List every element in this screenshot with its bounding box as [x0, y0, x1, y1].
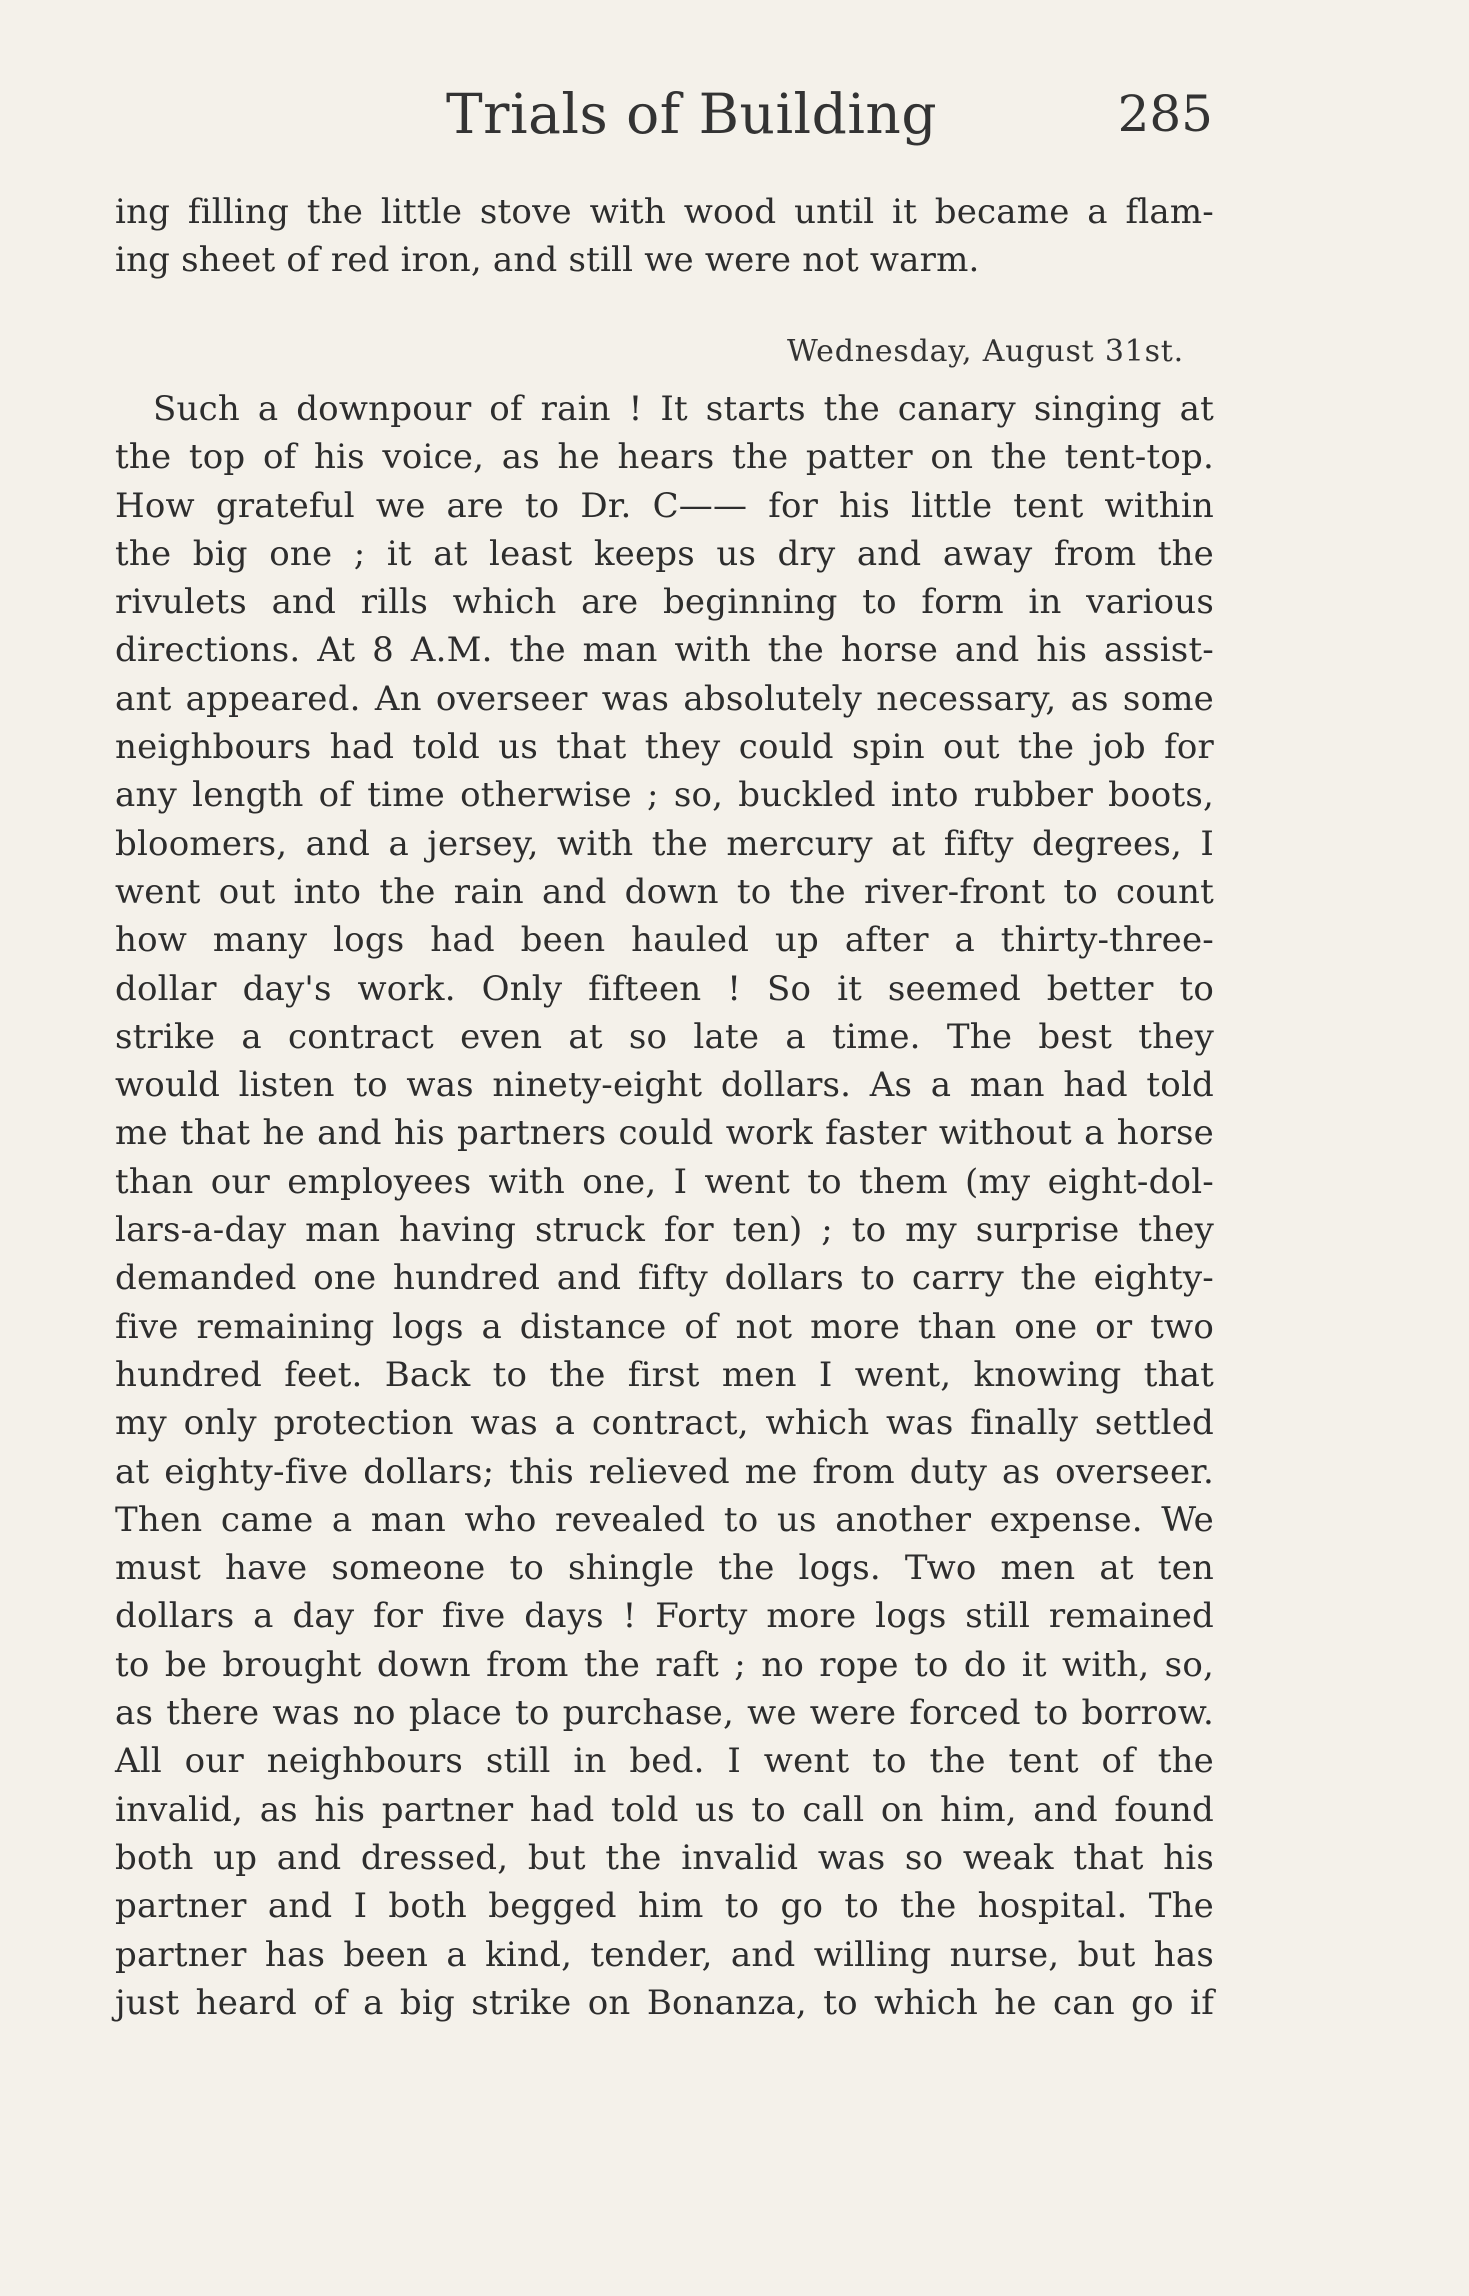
text-line: bloomers, and a jersey, with the mercury at fifty degrees, I — [115, 823, 1214, 864]
text-line: at eighty-five dollars; this relieved me from duty as overseer. — [115, 1451, 1214, 1492]
text-line: how many logs had been hauled up after a thirty-three- — [115, 920, 1214, 961]
text-line: went out into the rain and down to the river-front to count — [115, 871, 1214, 912]
text-line: dollar day's work. Only fifteen ! So it seemed better to — [115, 968, 1214, 1009]
text-line: five remaining logs a distance of not more than one or two — [115, 1306, 1214, 1347]
text-line: How grateful we are to Dr. C—— for his little tent within — [115, 485, 1214, 526]
entry-date: Wednesday, August 31st. — [786, 334, 1184, 369]
text-line: invalid, as his partner had told us to call on him, and found — [115, 1789, 1214, 1830]
text-line: ing filling the little stove with wood until it became a flam- — [115, 192, 1214, 232]
text-line: Such a downpour of rain ! It starts the canary singing at — [153, 389, 1214, 429]
text-line: would listen to was ninety-eight dollars. As a man had told — [115, 1065, 1214, 1106]
text-line: Then came a man who revealed to us another expense. We — [115, 1499, 1214, 1540]
text-line: me that he and his partners could work faster without a horse — [115, 1113, 1214, 1154]
text-line: directions. At 8 A.M. the man with the horse and his assist- — [115, 630, 1214, 671]
text-line: neighbours had told us that they could spin out the job for — [115, 727, 1214, 768]
opening-paragraph — [115, 188, 1214, 285]
text-line: dollars a day for five days ! Forty more logs still remained — [115, 1596, 1214, 1637]
text-line: lars-a-day man having struck for ten) ; to my surprise they — [115, 1210, 1214, 1251]
text-line: as there was no place to purchase, we were forced to borrow. — [115, 1693, 1214, 1734]
text-line: demanded one hundred and fifty dollars to carry the eighty- — [115, 1258, 1214, 1299]
text-line: any length of time otherwise ; so, buckled into rubber boots, — [115, 775, 1214, 816]
text-line: just heard of a big strike on Bonanza, to which he can go if — [115, 1982, 1214, 2023]
page-number: 285 — [1117, 85, 1213, 143]
text-line: rivulets and rills which are beginning to form in various — [115, 582, 1214, 623]
text-line: must have someone to shingle the logs. Two men at ten — [115, 1548, 1214, 1589]
text-line: partner has been a kind, tender, and willing nurse, but has — [115, 1934, 1214, 1975]
text-line: both up and dressed, but the invalid was so weak that his — [115, 1837, 1214, 1878]
page-header — [116, 74, 1213, 154]
running-title: Trials of Building — [446, 82, 938, 146]
text-line: than our employees with one, I went to them (my eight-dol- — [115, 1161, 1214, 1202]
text-line: hundred feet. Back to the first men I went, knowing that — [115, 1354, 1214, 1395]
text-line: partner and I both begged him to go to the hospital. The — [115, 1886, 1214, 1927]
text-line: the big one ; it at least keeps us dry and away from the — [115, 533, 1214, 574]
text-line: All our neighbours still in bed. I went to the tent of the — [115, 1741, 1214, 1782]
text-line: ing sheet of red iron, and still we were not warm. — [115, 240, 980, 281]
text-line: strike a contract even at so late a time. The best they — [115, 1016, 1214, 1057]
text-line: the top of his voice, as he hears the patter on the tent-top. — [115, 437, 1214, 478]
journal-entry-body — [115, 385, 1214, 2027]
text-line: my only protection was a contract, which was finally settled — [115, 1403, 1214, 1444]
text-line: ant appeared. An overseer was absolutely necessary, as some — [115, 678, 1214, 719]
text-line: to be brought down from the raft ; no rope to do it with, so, — [115, 1644, 1214, 1685]
